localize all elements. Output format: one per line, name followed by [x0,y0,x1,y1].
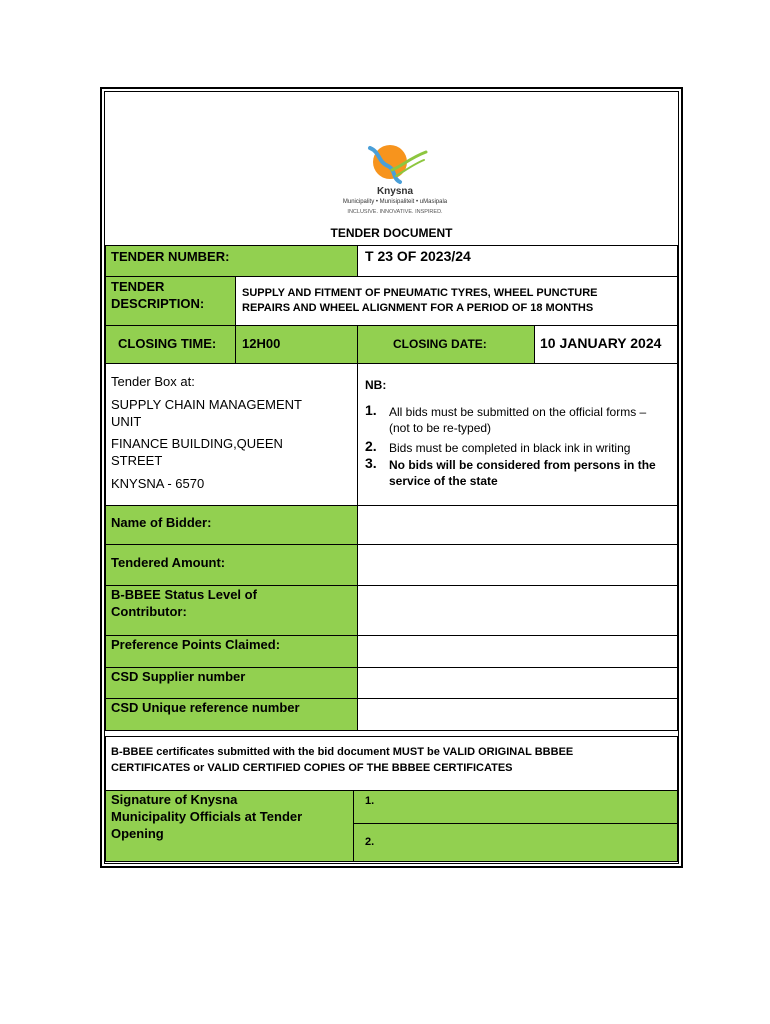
csd-supplier-label: CSD Supplier number [111,669,246,684]
closing-time-value: 12H00 [242,336,281,351]
tender-box-line-3: UNIT [111,414,142,429]
preference-points-field[interactable] [357,635,678,668]
signature-label-1: Signature of Knysna [111,792,238,807]
nb-item-3-line-1: No bids will be considered from persons in the [389,458,656,472]
csd-unique-label: CSD Unique reference number [111,700,300,715]
tender-number-label: TENDER NUMBER: [111,249,230,264]
document-title: TENDER DOCUMENT [330,226,453,240]
tender-box-line-5: STREET [111,453,163,468]
nb-item-2-number: 2. [365,438,377,454]
signature-label-3: Opening [111,826,164,841]
name-of-bidder-field[interactable] [357,505,678,545]
closing-date-label: CLOSING DATE: [393,337,487,351]
tendered-amount-field[interactable] [357,544,678,586]
signature-slot-2[interactable] [353,823,678,862]
bbbee-status-field[interactable] [357,585,678,636]
nb-item-1-line-2: (not to be re-typed) [389,421,492,435]
bbbee-status-label-1: B-BBEE Status Level of [111,587,257,602]
tender-description-line-2: REPAIRS AND WHEEL ALIGNMENT FOR A PERIOD OF 18 MONTHS [242,302,594,314]
nb-item-2 [365,440,677,458]
bbbee-status-label-2: Contributor: [111,604,187,619]
bbbee-notice-line-2: CERTIFICATES or VALID CERTIFIED COPIES OF THE BBBEE CERTIFICATES [111,762,513,774]
preference-points-label: Preference Points Claimed: [111,637,281,652]
logo-tagline: Municipality • Munisipaliteit • uMasipala [342,199,448,205]
tender-box-line-6: KNYSNA - 6570 [111,476,205,491]
nb-label: NB: [365,378,387,392]
nb-item-3-number: 3. [365,455,377,471]
tender-box-line-4: FINANCE BUILDING,QUEEN [111,436,283,451]
csd-supplier-field[interactable] [357,667,678,699]
nb-item-3 [365,457,677,491]
signature-slot-2-number: 2. [365,836,375,848]
signature-slot-1-number: 1. [365,795,375,807]
tendered-amount-label: Tendered Amount: [111,555,226,570]
bbbee-notice-line-1: B-BBEE certificates submitted with the bid document MUST be VALID ORIGINAL BBBEE [111,746,574,758]
nb-item-1-number: 1. [365,402,377,418]
nb-item-2-line-1: Bids must be completed in black ink in writing [389,441,631,455]
tender-description-label-2: DESCRIPTION: [111,296,205,311]
closing-time-label: CLOSING TIME: [118,336,217,351]
csd-unique-field[interactable] [357,698,678,731]
nb-item-3-line-2: service of the state [389,474,498,488]
tender-description-line-1: SUPPLY AND FITMENT OF PNEUMATIC TYRES, WHEEL PUNCTURE [242,287,598,299]
logo-motto: INCLUSIVE. INNOVATIVE. INSPIRED. [347,209,443,215]
signature-slot-1[interactable] [353,790,678,824]
logo-name: Knysna [376,186,414,197]
signature-label-2: Municipality Officials at Tender [111,809,303,824]
closing-date-value: 10 JANUARY 2024 [540,335,662,351]
nb-item-1-line-1: All bids must be submitted on the official forms – [389,405,647,419]
name-of-bidder-label: Name of Bidder: [111,515,212,530]
knysna-logo [330,140,460,220]
knysna-logo-icon [330,140,460,220]
tender-box-line-2: SUPPLY CHAIN MANAGEMENT [111,397,302,412]
tender-number-value: T 23 OF 2023/24 [365,248,471,264]
nb-item-1 [365,404,677,438]
tender-description-label-1: TENDER [111,279,165,294]
tender-box-line-1: Tender Box at: [111,374,195,389]
